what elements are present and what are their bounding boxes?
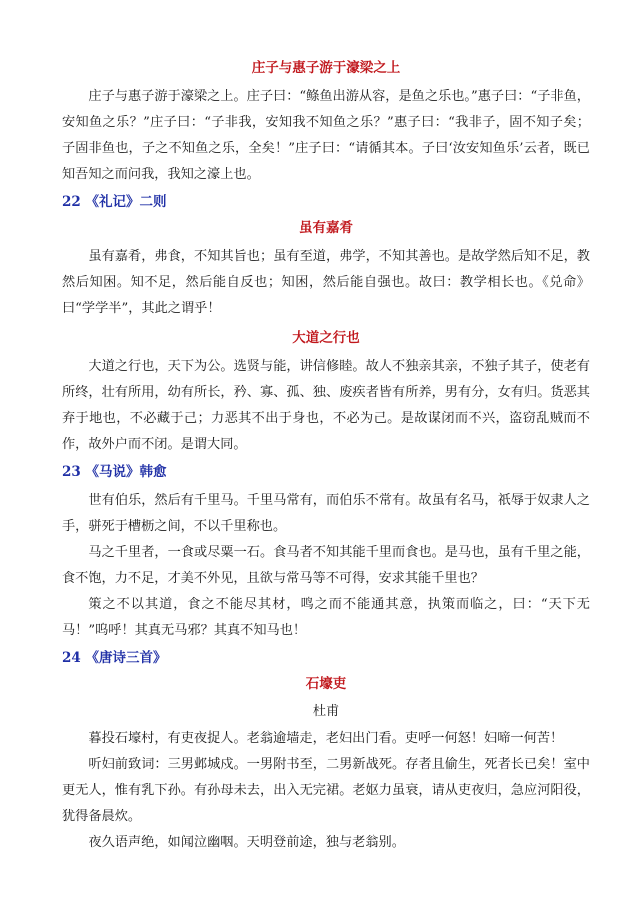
- text-paragraph: 马之千里者，一食或尽粟一石。食马者不知其能千里而食也。是马也，虽有千里之能，食不饱，力不足，才美不外见，且欲与常马等不可得，安求其能千里也？: [62, 545, 590, 586]
- section-heading: 24 《唐诗三首》: [62, 650, 167, 666]
- text-paragraph: 暮投石壕村，有吏夜捉人。老翁逾墙走，老妇出门看。吏呼一何怒！妇啼一何苦！: [88, 731, 564, 746]
- poem-title: 大道之行也: [292, 330, 360, 346]
- text-paragraph: 夜久语声绝，如闻泣幽咽。天明登前途，独与老翁别。: [88, 835, 405, 850]
- author-name: 杜甫: [312, 704, 340, 719]
- text-paragraph: 虽有嘉肴，弗食，不知其旨也；虽有至道，弗学，不知其善也。是故学然后知不足，教然后知困。知不足，然后能自反也；知困，然后能自强也。故曰：教学相长也。《兑命》曰“学学半”，其此之谓乎！: [62, 249, 590, 316]
- section-heading: 23 《马说》韩愈: [62, 464, 167, 480]
- poem-title: 庄子与惠子游于濠梁之上: [251, 60, 401, 76]
- text-paragraph: 大道之行也，天下为公。选贤与能，讲信修睦。故人不独亲其亲，不独子其子，使老有所终，壮有所用，幼有所长，矜、寡、孤、独、废疾者皆有所养，男有分，女有归。货恶其弃于地也，不必藏于己；力恶其不出于身也，不必为己。是故谋闭而不兴，盗窃乱贼而不作，故外户而不闭。是谓大同。: [62, 359, 590, 452]
- text-paragraph: 听妇前致词：三男邺城戍。一男附书至，二男新战死。存者且偷生，死者长已矣！室中更无人，惟有乳下孙。有孙母未去，出入无完裙。老妪力虽衰，请从吏夜归，急应河阳役，犹得备晨炊。: [62, 757, 590, 824]
- section-heading: 22 《礼记》二则: [62, 194, 167, 210]
- poem-title: 虽有嘉肴: [299, 220, 353, 236]
- text-paragraph: 世有伯乐，然后有千里马。千里马常有，而伯乐不常有。故虽有名马，祇辱于奴隶人之手，骈死于槽枥之间，不以千里称也。: [62, 493, 590, 534]
- text-paragraph: 庄子与惠子游于濠梁之上。庄子曰：“鲦鱼出游从容，是鱼之乐也。”惠子曰：“子非鱼，安知鱼之乐？”庄子曰：“子非我，安知我不知鱼之乐？”惠子曰：“我非子，固不知子矣；子固非鱼也，子之不知鱼之乐，全矣！”庄子曰：“请循其本。子曰‘汝安知鱼乐’云者，既已知吾知之而问我，我知之濠上也。: [62, 89, 590, 182]
- poem-title: 石壕吏: [305, 676, 347, 692]
- text-paragraph: 策之不以其道，食之不能尽其材，鸣之而不能通其意，执策而临之，曰：“天下无马！”呜呼！其真无马邪？其真不知马也！: [62, 597, 590, 638]
